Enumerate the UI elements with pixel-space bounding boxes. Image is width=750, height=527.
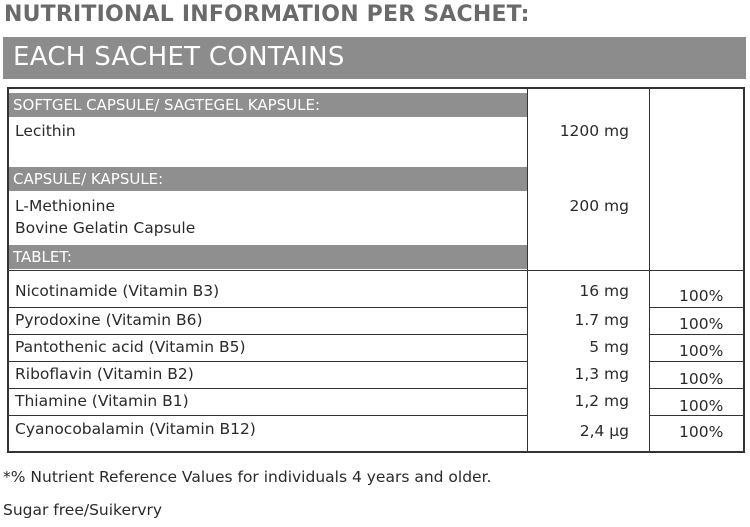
row-divider xyxy=(649,415,745,416)
section-header-tablet xyxy=(9,245,527,269)
sugar-free-note: Sugar free/Suikervry xyxy=(3,501,163,519)
ingredient-amount: 2,4 µg xyxy=(579,422,629,440)
section-banner xyxy=(3,37,746,79)
ingredient-amount: 1,2 mg xyxy=(574,392,629,410)
ingredient-nrv: 100% xyxy=(679,315,724,333)
ingredient-nrv: 100% xyxy=(679,397,724,415)
section-label-tablet: TABLET: xyxy=(13,248,72,266)
ingredient-name: Pyrodoxine (Vitamin B6) xyxy=(15,311,203,329)
section-label-capsule: CAPSULE/ KAPSULE: xyxy=(13,170,164,188)
nutrition-table xyxy=(7,87,745,453)
row-divider xyxy=(9,334,527,335)
row-divider xyxy=(9,361,527,362)
ingredient-amount: 16 mg xyxy=(579,282,629,300)
ingredient-name: Cyanocobalamin (Vitamin B12) xyxy=(15,420,256,438)
ingredient-nrv: 100% xyxy=(679,423,724,441)
ingredient-amount: 200 mg xyxy=(569,197,629,215)
row-divider xyxy=(649,334,745,335)
ingredient-nrv: 100% xyxy=(679,287,724,305)
section-header-capsule xyxy=(9,167,527,191)
row-divider xyxy=(649,307,745,308)
row-divider xyxy=(9,415,527,416)
ingredient-name: Lecithin xyxy=(15,122,76,140)
ingredient-name: L-Methionine xyxy=(15,197,116,215)
page-title: NUTRITIONAL INFORMATION PER SACHET: xyxy=(4,2,530,27)
ingredient-name: Nicotinamide (Vitamin B3) xyxy=(15,282,220,300)
row-divider xyxy=(9,307,527,308)
row-divider xyxy=(649,361,745,362)
ingredient-name: Riboflavin (Vitamin B2) xyxy=(15,365,194,383)
row-divider xyxy=(9,270,745,271)
ingredient-amount: 1,3 mg xyxy=(574,365,629,383)
row-divider xyxy=(649,388,745,389)
ingredient-name-line2: Bovine Gelatin Capsule xyxy=(15,219,196,237)
ingredient-amount: 1.7 mg xyxy=(574,311,629,329)
ingredient-amount: 5 mg xyxy=(589,338,629,356)
ingredient-name: Pantothenic acid (Vitamin B5) xyxy=(15,338,246,356)
banner-label: EACH SACHET CONTAINS xyxy=(13,42,345,72)
section-header-softgel xyxy=(9,93,527,117)
section-label-softgel: SOFTGEL CAPSULE/ SAGTEGEL KAPSULE: xyxy=(13,96,321,114)
ingredient-amount: 1200 mg xyxy=(559,122,629,140)
ingredient-nrv: 100% xyxy=(679,342,724,360)
ingredient-nrv: 100% xyxy=(679,370,724,388)
row-divider xyxy=(9,388,527,389)
ingredient-name: Thiamine (Vitamin B1) xyxy=(15,392,189,410)
footnote: *% Nutrient Reference Values for individuals 4 years and older. xyxy=(3,468,492,486)
